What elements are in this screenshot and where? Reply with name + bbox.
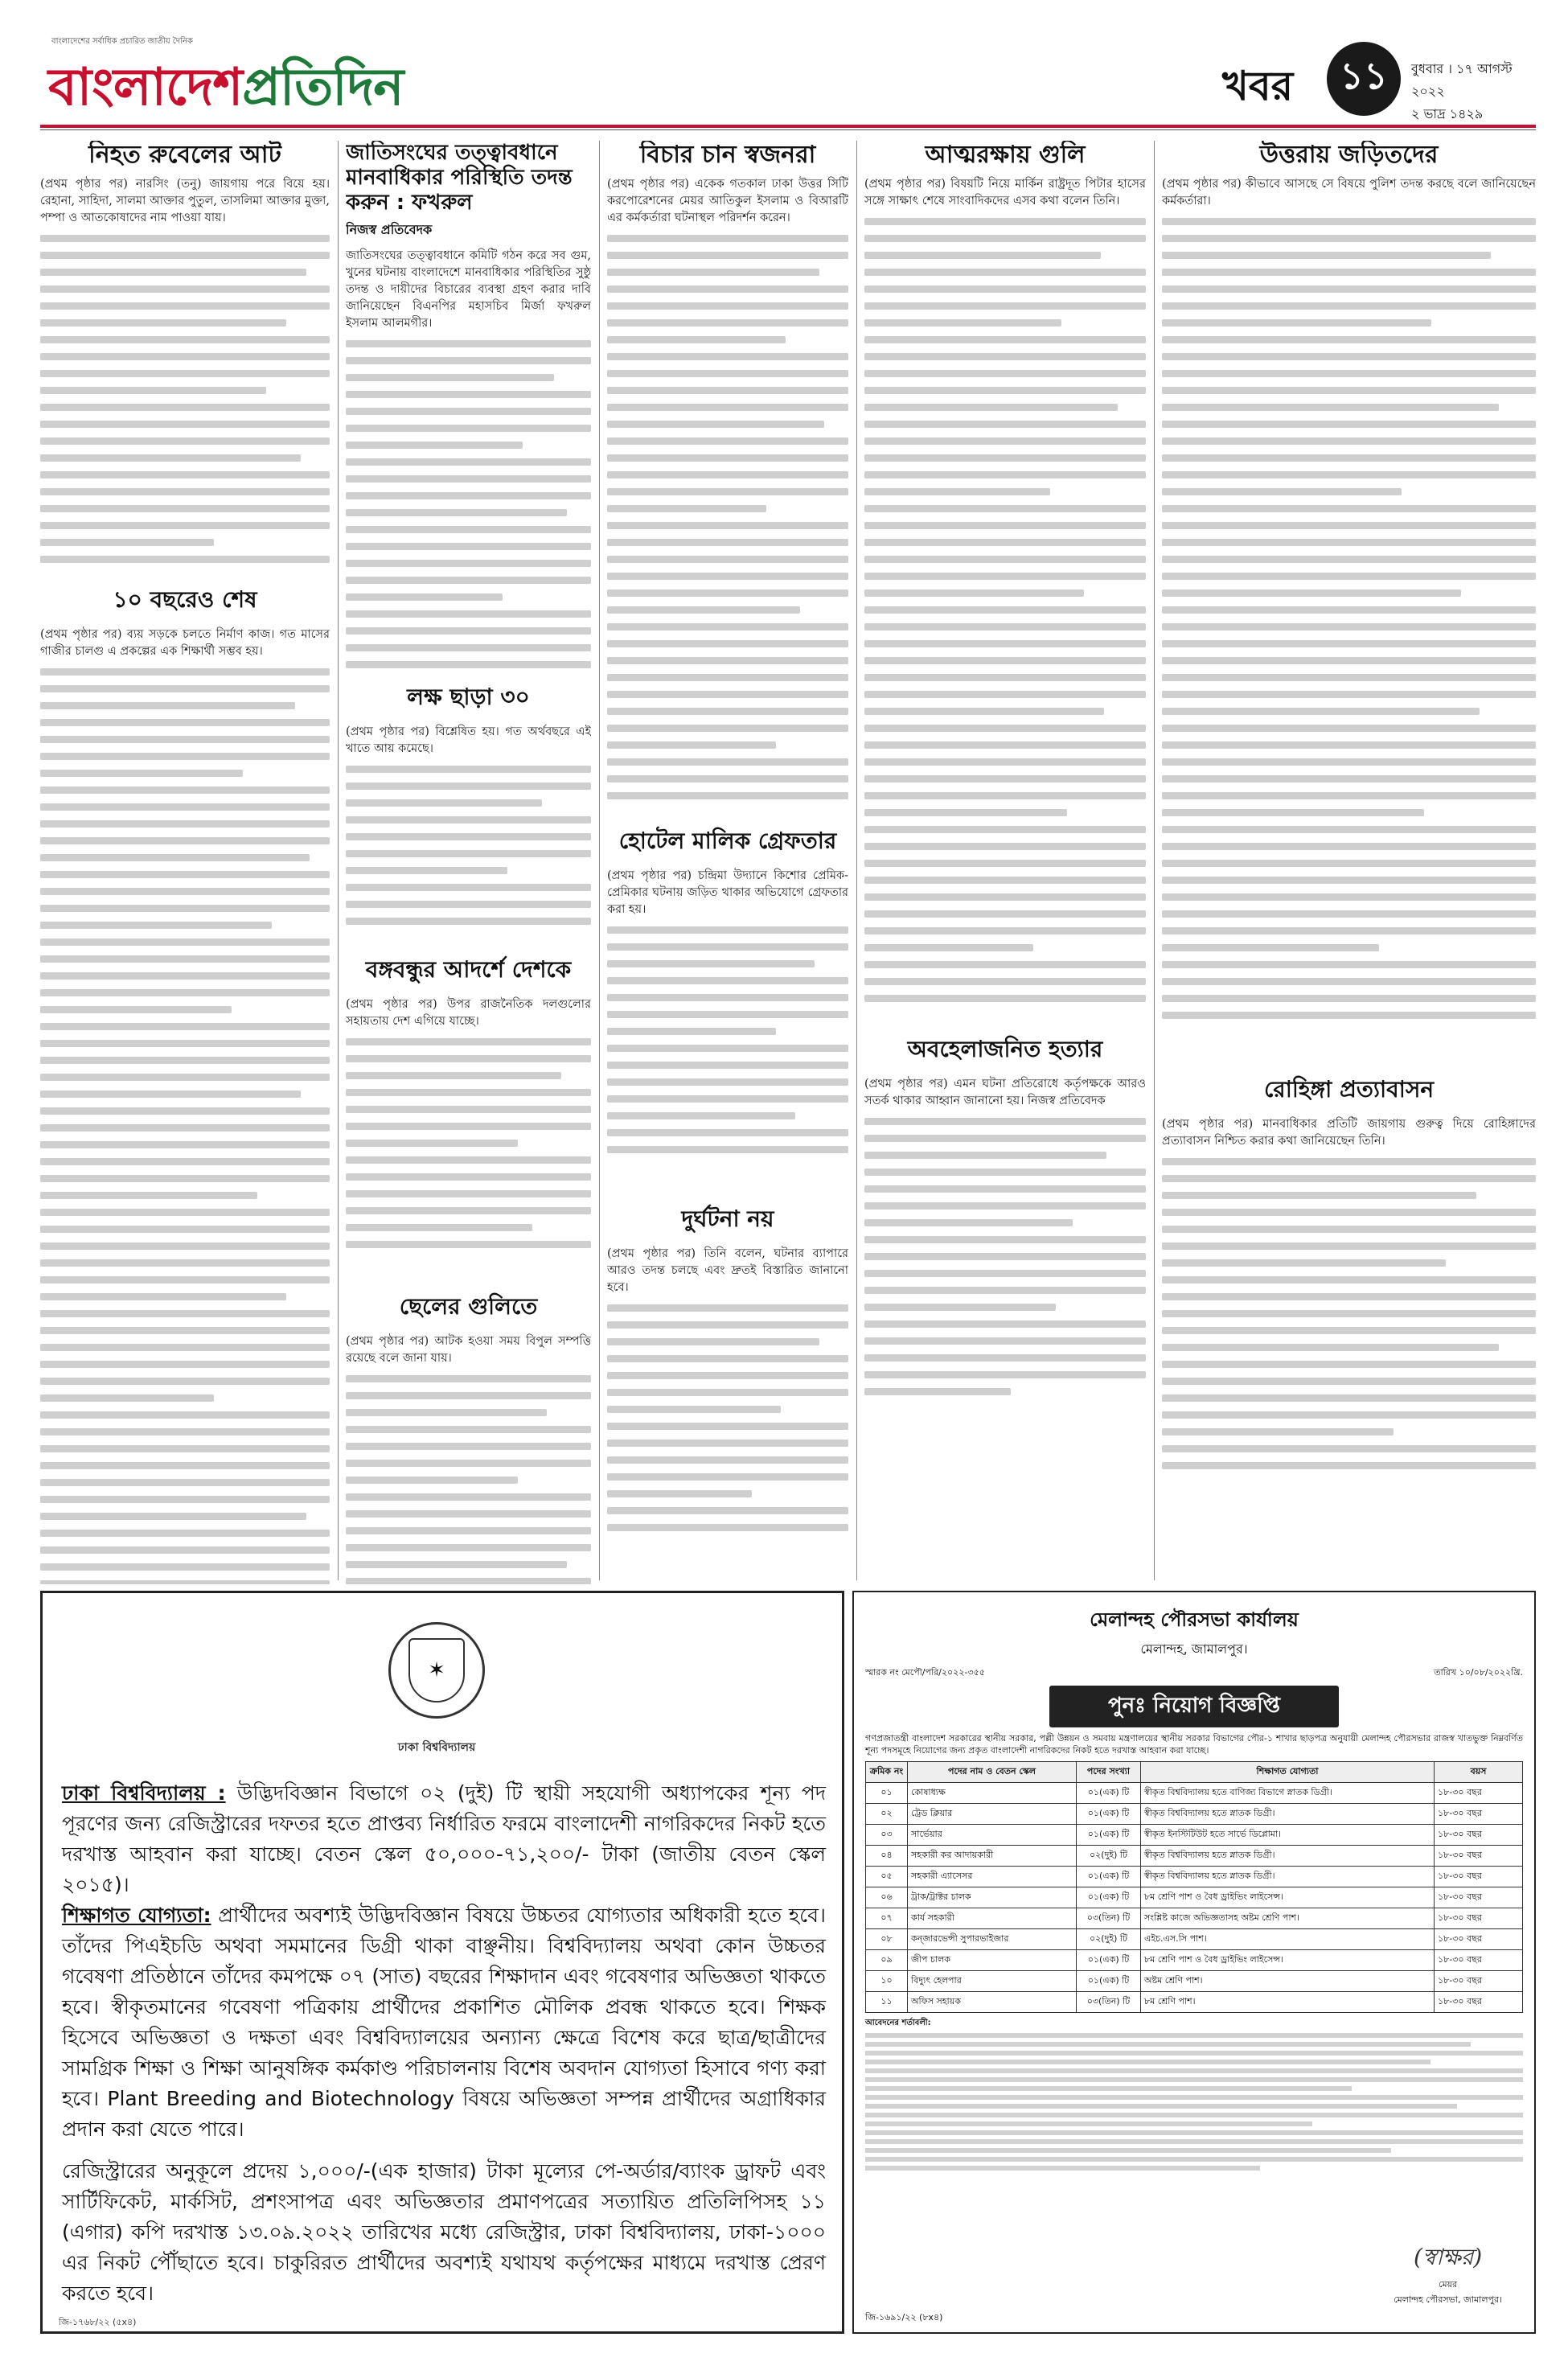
table-cell-post: ট্রেড ক্লিয়ার (908, 1804, 1077, 1825)
table-cell-age: ১৮-৩০ বছর (1435, 1825, 1523, 1846)
table-row (866, 1929, 1523, 1950)
masthead (40, 24, 1536, 121)
table-cell-count: ০১(এক) টি (1077, 1971, 1141, 1992)
column-divider (599, 141, 600, 1580)
article-column-5 (1162, 141, 1536, 1584)
article-lead: (প্রথম পৃষ্ঠার পর) আটক হওয়া সময় বিপুল সম্পত্তি রয়েছে বলে জানা যায়। (346, 1334, 591, 1365)
du-ad-text-1: উদ্ভিদবিজ্ঞান বিভাগে ০২ (দুই) টি স্থায়ী সহযোগী অধ্যাপকের শূন্য পদ পূরণের জন্য রেজিস্ট্রারের দফতর হতে প্রাপ্তব্য নির্ধারিত ফরমে বাংলাদেশী নাগরিকদের নিকট হতে দরখাস্ত আহবান করা যাচ্ছে। বেতন স্কেল ৫০,০০০-৭১,২০০/- টাকা (জাতীয় বেতন স্কেল ২০১৫)। (62, 1781, 827, 1896)
table-cell-sl: ০১ (866, 1783, 908, 1804)
article-headline: রোহিঙ্গা প্রত্যাবাসন (1263, 1076, 1435, 1103)
article-lead: (প্রথম পৃষ্ঠার পর) কীভাবে আসছে সে বিষয়ে পুলিশ তদন্ত করছে বলে জানিয়েছেন কর্মকর্তারা। (1162, 178, 1536, 207)
du-ad-text-2: প্রার্থীদের অবশ্যই উদ্ভিদবিজ্ঞান বিষয়ে উচ্চতর যোগ্যতার অধিকারী হতে হবে। তাঁদের পিএইচডি অথবা সমমানের ডিগ্রী থাকা বাঞ্ছনীয়। বিশ্ববিদ্যালয় অথবা কোন উচ্চতর গবেষণা প্রতিষ্ঠানে তাঁদের কমপক্ষে ০৭ (সাত) বছরের শিক্ষাদান এবং গবেষণার অভিজ্ঞতা থাকতে হবে। স্বীকৃতমানের গবেষণা পত্রিকায় প্রার্থীদের প্রকাশিত মৌলিক প্রবন্ধ থাকতে হবে। শিক্ষক হিসেবে অভিজ্ঞতা ও দক্ষতা এবং বিশ্ববিদ্যালয়ের অন্যান্য ক্ষেত্রে বিশেষ করে ছাত্র/ছাত্রীদের সামগ্রিক শিক্ষা ও শিক্ষা আনুষঙ্গিক কর্মকাণ্ড পরিচালনায় বিশেষ অবদান যোগ্যতা হিসাবে গণ্য করা হবে। Plant Breeding and Biotechnology বিষয়ে অভিজ্ঞতা সম্পন্ন প্রার্থীদের অগ্রাধিকার প্রদান করা যেতে পারে। (62, 1904, 826, 2141)
table-cell-age: ১৮-৩০ বছর (1435, 1929, 1523, 1950)
signer-org: মেলান্দহ পৌরসভা, জামালপুর। (1394, 2294, 1502, 2305)
article-headline: অবহেলাজনিত হত্যার (907, 1036, 1103, 1062)
col-header: শিক্ষাগত যোগ্যতা (1141, 1762, 1435, 1783)
table-cell-sl: ০৩ (866, 1825, 908, 1846)
mel-location: মেলান্দহ, জামালপুর। (1140, 1641, 1248, 1657)
article-body (607, 926, 848, 1192)
table-cell-age: ১৮-৩০ বছর (1435, 1908, 1523, 1929)
table-row (866, 1846, 1523, 1867)
table-cell-count: ০২(দুই) টি (1077, 1846, 1141, 1867)
article-lead: (প্রথম পৃষ্ঠার পর) বিশ্লেষিত হয়। গত অর্থবছরে এই খাতে আয় কমেছে। (346, 725, 591, 755)
article-body (1162, 1158, 1536, 1496)
column-divider (856, 141, 857, 1580)
masthead-rule (40, 125, 1536, 128)
table-cell-post: সহকারী কর আদায়কারী (908, 1846, 1077, 1867)
mel-org-name: মেলান্দহ পৌরসভা কার্যালয় (1090, 1608, 1299, 1631)
article-body (346, 340, 591, 670)
article-byline: নিজস্ব প্রতিবেদক (346, 221, 433, 237)
article-column-3 (607, 141, 848, 1584)
table-cell-post: সহকারী এ্যাসেসর (908, 1867, 1077, 1887)
article-headline: আত্মরক্ষায় গুলি (925, 141, 1086, 169)
article-body (346, 1375, 591, 1584)
col-header: ক্রমিক নং (866, 1762, 908, 1783)
mel-notes-title: আবেদনের শর্তাবলী: (865, 2019, 931, 2027)
article-body (40, 235, 330, 573)
article-body (864, 218, 1146, 1022)
table-cell-sl: ০২ (866, 1804, 908, 1825)
ad-code: জি-১৬৯১/২২ (৮x৪) (865, 2312, 943, 2323)
article-headline: জাতিসংঘের তত্ত্বাবধানে মানবাধিকার পরিস্থিতি তদন্ত করুন : ফখরুল (346, 141, 573, 216)
table-cell-qual: এইচ.এস.সি পাশ। (1141, 1929, 1435, 1950)
table-cell-age: ১৮-৩০ বছর (1435, 1783, 1523, 1804)
table-row (866, 1804, 1523, 1825)
article-lead: (প্রথম পৃষ্ঠার পর) বিষয়টি নিয়ে মার্কিন রাষ্ট্রদূত পিটার হাসের সঙ্গে সাক্ষাৎ শেষে সাংবাদিকদের এসব কথা বলেন তিনি। (864, 178, 1146, 207)
table-cell-count: ০১(এক) টি (1077, 1950, 1141, 1971)
section-name: খবর (1222, 63, 1294, 109)
du-job-advertisement (40, 1591, 844, 2334)
table-cell-age: ১৮-৩০ বছর (1435, 1846, 1523, 1867)
table-row (866, 1887, 1523, 1908)
mel-signature-block (1394, 2240, 1502, 2308)
table-cell-qual: ৮ম শ্রেণি পাশ ও বৈধ ড্রাইভিং লাইসেন্স। (1141, 1950, 1435, 1971)
article-lead: (প্রথম পৃষ্ঠার পর) এমন ঘটনা প্রতিরোধে কর্তৃপক্ষকে আরও সতর্ক থাকার আহ্বান জানানো হয়। নিজস্ব প্রতিবেদক (864, 1078, 1146, 1107)
article-lead: (প্রথম পৃষ্ঠার পর) মানবাধিকার প্রতিটি জায়গায় গুরুত্ব দিয়ে রোহিঙ্গাদের প্রত্যাবাসন নিশ্চিত করার কথা জানিয়েছেন তিনি। (1162, 1118, 1536, 1148)
table-cell-qual: অষ্টম শ্রেণি পাশ। (1141, 1971, 1435, 1992)
col-header: বয়স (1435, 1762, 1523, 1783)
table-cell-post: ট্রাক/ট্রাক্টর চালক (908, 1887, 1077, 1908)
table-cell-qual: সংশ্লিষ্ট কাজে অভিজ্ঞতাসহ অষ্টম শ্রেণি পাশ। (1141, 1908, 1435, 1929)
table-cell-qual: স্বীকৃত বিশ্ববিদ্যালয় হতে স্নাতক ডিগ্রী। (1141, 1846, 1435, 1867)
masthead-rule-thin (40, 129, 1536, 130)
table-cell-age: ১৮-৩০ বছর (1435, 1950, 1523, 1971)
table-cell-qual: স্বীকৃত বিশ্ববিদ্যালয় হতে স্নাতক ডিগ্রী। (1141, 1804, 1435, 1825)
melandah-job-advertisement (852, 1591, 1536, 2334)
table-row (866, 1908, 1523, 1929)
article-headline: নিহত রুবেলের আট (88, 141, 281, 169)
article-body (40, 668, 330, 1584)
table-cell-post: কার্য সহকারী (908, 1908, 1077, 1929)
article-body (1162, 218, 1536, 1062)
table-cell-sl: ০৬ (866, 1887, 908, 1908)
newspaper-logo (48, 48, 403, 134)
table-cell-age: ১৮-৩০ বছর (1435, 1992, 1523, 2013)
table-cell-sl: ১০ (866, 1971, 908, 1992)
table-cell-count: ০৩(তিন) টি (1077, 1992, 1141, 2013)
date-line-2: ২ ভাদ্র ১৪২৯ (1411, 106, 1484, 121)
table-cell-qual: স্বীকৃত বিশ্ববিদ্যালয় হতে স্নাতক ডিগ্রী। (1141, 1867, 1435, 1887)
table-cell-qual: স্বীকৃত বিশ্ববিদ্যালয় হতে বাণিজ্য বিভাগে স্নাতক ডিগ্রী। (1141, 1783, 1435, 1804)
article-headline: দুর্ঘটনা নয় (681, 1205, 774, 1232)
table-cell-sl: ০৮ (866, 1929, 908, 1950)
table-cell-age: ১৮-৩০ বছর (1435, 1867, 1523, 1887)
article-body (607, 235, 848, 814)
table-cell-count: ০২(দুই) টি (1077, 1929, 1141, 1950)
table-cell-count: ০১(এক) টি (1077, 1783, 1141, 1804)
article-headline: উত্তরায় জড়িতদের (1259, 141, 1439, 169)
du-ad-text-3: রেজিস্ট্রারের অনুকূলে প্রদেয় ১,০০০/-(এক হাজার) টাকা মূল্যের পে-অর্ডার/ব্যাংক ড্রাফট এবং সার্টিফিকেট, মার্কসিট, প্রশংসাপত্র এবং অভিজ্ঞতার প্রমাণপত্রের সত্যায়িত প্রতিলিপিসহ ১১ (এগার) কপি দরখাস্ত ১৩.০৯.২০২২ তারিখের মধ্যে রেজিস্ট্রার, ঢাকা বিশ্ববিদ্যালয়, ঢাকা-১০০০ এর নিকট পৌঁছাতে হবে। চাকুরিরত প্রার্থীদের অবশ্যই যথাযথ কর্তৃপক্ষের মাধ্যমে দরখাস্ত প্রেরণ করতে হবে। (62, 2159, 826, 2305)
article-headline: হোটেল মালিক গ্রেফতার (618, 828, 837, 854)
table-cell-sl: ০৪ (866, 1846, 908, 1867)
article-headline: লক্ষ ছাড়া ৩০ (407, 683, 530, 710)
article-column-2 (346, 141, 591, 1584)
article-headline: ১০ বছরেও শেষ (113, 586, 257, 613)
article-lead: (প্রথম পৃষ্ঠার পর) চন্দ্রিমা উদ্যানে কিশোর প্রেমিক-প্রেমিকার ঘটনায় জড়িত থাকার অভিযোগে গ্রেফতার করা হয়। (607, 869, 848, 916)
mel-title: পুনঃ নিয়োগ বিজ্ঞপ্তি (1049, 1686, 1339, 1727)
table-row (866, 1825, 1523, 1846)
col-header: পদের সংখ্যা (1077, 1762, 1141, 1783)
table-cell-count: ০৩(তিন) টি (1077, 1908, 1141, 1929)
table-header-row (866, 1762, 1523, 1783)
signature-image: (স্বাক্ষর) (1414, 2244, 1483, 2270)
table-cell-post: কোষাধ্যক্ষ (908, 1783, 1077, 1804)
article-headline: ছেলের গুলিতে (399, 1292, 538, 1320)
article-lead: (প্রথম পৃষ্ঠার পর) একেক গতকাল ঢাকা উত্তর সিটি করপোরেশনের মেয়র আতিকুল ইসলাম ও বিআরটি এর কর্মকর্তারা ঘটনাস্থল পরিদর্শন করেন। (607, 178, 848, 224)
article-lead: (প্রথম পৃষ্ঠার পর) তিনি বলেন, ঘটনার ব্যাপারে আরও তদন্ত চলছে এবং দ্রুতই বিস্তারিত জানানো হবে। (607, 1247, 848, 1294)
column-divider (1154, 141, 1155, 1580)
mel-intro: গণপ্রজাতন্ত্রী বাংলাদেশ সরকারের স্থানীয় সরকার, পল্লী উন্নয়ন ও সমবায় মন্ত্রণালয়ের স্থানীয় সরকার বিভাগের পৌর-১ শাখার ছাড়পত্র অনুযায়ী মেলান্দহ পৌরসভার রাজস্ব খাতভুক্ত নিম্নবর্ণিত শূন্য পদসমূহে নিয়োগের জন্য প্রকৃত বাংলাদেশী নাগরিকদের নিকট হতে দরখাস্ত আহবান করা যাচ্ছে। (865, 1733, 1523, 1756)
table-cell-sl: ১১ (866, 1992, 908, 2013)
table-cell-count: ০১(এক) টি (1077, 1887, 1141, 1908)
article-body (346, 1038, 591, 1279)
seal-caption: ঢাকা বিশ্ববিদ্যালয় (397, 1741, 476, 1754)
signer-title: মেয়র (1439, 2279, 1458, 2290)
du-ad-lead: ঢাকা বিশ্ববিদ্যালয় : (62, 1781, 226, 1805)
table-cell-qual: স্বীকৃত ইনস্টিটিউট হতে সার্ভে ডিপ্লোমা। (1141, 1825, 1435, 1846)
table-cell-count: ০১(এক) টি (1077, 1825, 1141, 1846)
article-body (346, 766, 591, 943)
table-cell-post: কন্জারভেন্সী সুপারভাইজার (908, 1929, 1077, 1950)
table-cell-count: ০১(এক) টি (1077, 1804, 1141, 1825)
table-row (866, 1950, 1523, 1971)
mel-notes (865, 2018, 1523, 2171)
logo-part1: বাংলাদেশ (48, 58, 243, 117)
table-cell-age: ১৮-৩০ বছর (1435, 1804, 1523, 1825)
page-number-badge: ১১ (1327, 42, 1401, 116)
du-ad-text (62, 1778, 826, 2309)
article-lead: (প্রথম পৃষ্ঠার পর) উপর রাজনৈতিক দলগুলোর সহায়তায় দেশ এগিয়ে যাচ্ছে। (346, 997, 591, 1028)
du-ad-lead-2: শিক্ষাগত যোগ্যতা: (62, 1904, 211, 1927)
table-cell-sl: ০৯ (866, 1950, 908, 1971)
article-lead: জাতিসংঘের তত্ত্বাবধানে কমিটি গঠন করে সব গুম, খুনের ঘটনায় বাংলাদেশে মানবাধিকার পরিস্থিতির সুষ্ঠু তদন্ত ও দায়ীদের বিচারের ব্যবস্থা গ্রহণ করার দাবি জানিয়েছেন বিএনপির মহাসচিব মির্জা ফখরুল ইসলাম আলমগীর। (346, 248, 591, 330)
table-cell-post: বিদ্যুৎ হেলপার (908, 1971, 1077, 1992)
table-row (866, 1992, 1523, 2013)
mel-notes-body (865, 2033, 1523, 2171)
table-cell-age: ১৮-৩০ বছর (1435, 1887, 1523, 1908)
table-cell-count: ০১(এক) টি (1077, 1867, 1141, 1887)
article-body (864, 1118, 1146, 1440)
table-cell-post: জীপ চালক (908, 1950, 1077, 1971)
du-ad-paragraph-1 (62, 1778, 826, 1900)
date-block (1411, 58, 1536, 125)
mel-memo-line (865, 1665, 1523, 1681)
article-lead: (প্রথম পৃষ্ঠার পর) ব্যয় সড়কে চলতে নির্মাণ কাজ। গত মাসের গাজীর চালগু এ প্রকল্পের এক শিক্ষার্থী সম্ভব হয়। (40, 628, 330, 658)
column-divider (338, 141, 339, 1580)
logo-part2: প্রতিদিন (242, 58, 404, 117)
vacancy-table (865, 1761, 1523, 2013)
mel-memo-date: তারিখ ১০/০৮/২০২২খ্রি. (1434, 1667, 1523, 1678)
article-lead: (প্রথম পৃষ্ঠার পর) নারসিং (তনু) জায়গায় পরে বিয়ে হয়। রেহানা, সাহিদা, সালমা আক্তার পুতুল, তাসলিমা আক্তার মুক্তা, পম্পা ও আতকোষাদের নাম পাওয়া যায়। (40, 178, 330, 224)
article-column-1 (40, 141, 330, 1584)
table-cell-post: অফিস সহায়ক (908, 1992, 1077, 2013)
article-headline: বিচার চান স্বজনরা (639, 141, 816, 169)
table-row (866, 1867, 1523, 1887)
table-cell-post: সার্ভেয়ার (908, 1825, 1077, 1846)
table-row (866, 1783, 1523, 1804)
table-cell-sl: ০৫ (866, 1867, 908, 1887)
ad-code: জি-১৭৬৮/২২ (৫x৪) (59, 2317, 137, 2327)
table-cell-sl: ০৭ (866, 1908, 908, 1929)
col-header: পদের নাম ও বেতন স্কেল (908, 1762, 1077, 1783)
article-headline: বঙ্গবন্ধুর আদর্শে দেশকে (365, 955, 572, 983)
table-row (866, 1971, 1523, 1992)
table-cell-age: ১৮-৩০ বছর (1435, 1971, 1523, 1992)
du-ad-paragraph-2 (62, 1900, 826, 2145)
table-cell-qual: ৮ম শ্রেণি পাশ ও বৈধ ড্রাইভিং লাইসেন্স। (1141, 1887, 1435, 1908)
table-cell-qual: ৮ম শ্রেণি পাশ। (1141, 1992, 1435, 2013)
date-line-1: বুধবার । ১৭ আগস্ট ২০২২ (1411, 61, 1513, 99)
article-body (607, 1304, 848, 1570)
tagline: বাংলাদেশের সর্বাধিক প্রচারিত জাতীয় দৈনিক (51, 37, 193, 46)
article-column-4 (864, 141, 1146, 1584)
dhaka-university-seal-icon: ✶ (388, 1622, 485, 1719)
mel-memo-number: স্মারক নং মেপৌ/পরি/২০২২-৩৫৫ (865, 1667, 985, 1678)
